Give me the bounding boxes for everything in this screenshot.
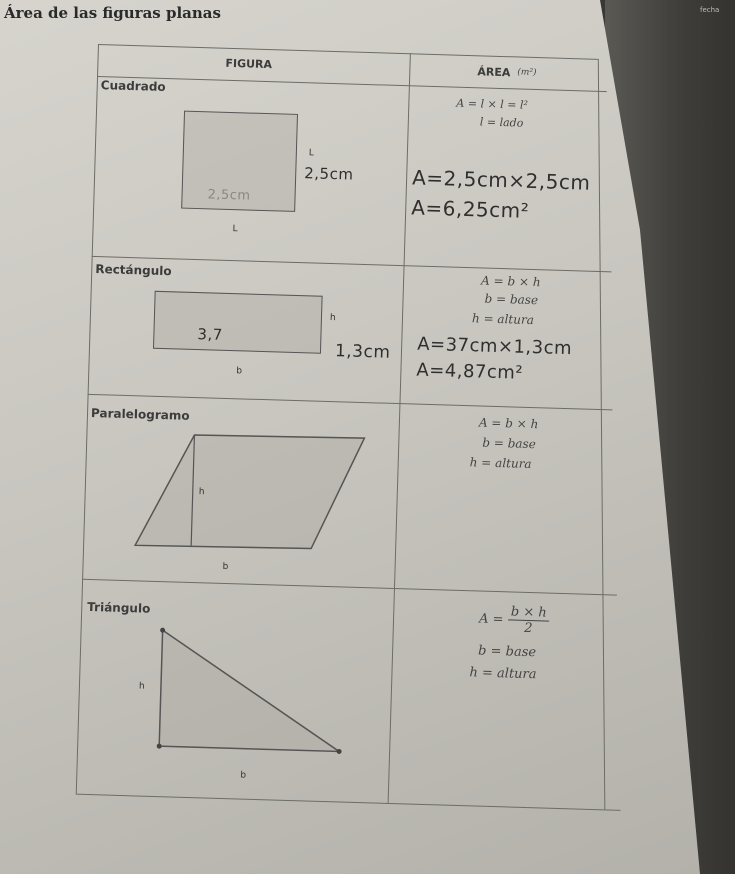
rectangle-hand-inside: 3,7 [197, 325, 224, 344]
rectangle-formula-h: h = altura [471, 311, 535, 328]
rectangle-base-label: b [236, 366, 243, 377]
table-column-divider [388, 53, 411, 803]
rectangle-formula-b: b = base [484, 291, 539, 308]
triangle-formula-numerator: b × h [508, 604, 550, 621]
square-hand-calc: A=2,5cm×2,5cm [411, 165, 591, 195]
triangle-formula-fraction [507, 604, 550, 636]
triangle-formula-prefix: A = [478, 611, 504, 628]
rectangle-figure [153, 291, 323, 354]
triangle-base-label: b [240, 770, 247, 781]
header-area: ÁREA [477, 65, 511, 80]
corner-note: fecha [700, 6, 720, 14]
table-divider-row3 [82, 579, 617, 596]
square-side-label: L [308, 148, 315, 159]
rectangle-formula-area: A = b × h [480, 273, 541, 290]
parallelogram-shape [135, 431, 364, 552]
parallelogram-formula-h: h = altura [469, 455, 532, 472]
parallelogram-name: Paralelogramo [90, 405, 190, 423]
square-bottom-label: L [232, 224, 238, 235]
square-formula-area: A = l × l = l² [456, 96, 529, 112]
parallelogram-height-label: h [198, 487, 205, 498]
triangle-formula-b: b = base [477, 643, 537, 661]
table-border-right [598, 59, 606, 810]
square-hand-result: A=6,25cm² [410, 195, 530, 223]
rectangle-name: Rectángulo [95, 262, 172, 279]
rectangle-hand-calc: A=37cm×1,3cm [416, 333, 573, 360]
square-hand-side: 2,5cm [303, 164, 354, 184]
triangle-name: Triángulo [87, 599, 151, 616]
triangle-formula-denominator: 2 [523, 620, 533, 637]
square-hand-inside: 2,5cm [207, 187, 251, 204]
header-unit: (m²) [517, 67, 537, 79]
square-formula-def: l = lado [479, 115, 524, 130]
square-name: Cuadrado [100, 78, 166, 95]
triangle-formula-h: h = altura [469, 665, 537, 683]
rectangle-hand-side: 1,3cm [334, 341, 391, 363]
triangle-height-label: h [138, 681, 145, 692]
rectangle-hand-result: A=4,87cm² [416, 359, 524, 384]
page-title: Área de las figuras planas [4, 4, 221, 22]
parallelogram-formula-area: A = b × h [478, 415, 539, 432]
header-figure: FIGURA [225, 56, 273, 72]
triangle-shape [159, 630, 342, 751]
parallelogram-base-label: b [222, 561, 229, 573]
parallelogram-formula-b: b = base [482, 435, 536, 452]
area-table [75, 44, 649, 822]
parallelogram-figure [131, 425, 375, 562]
rectangle-height-label: h [329, 313, 336, 324]
triangle-formula-area [479, 604, 550, 637]
table-divider-header [97, 76, 607, 95]
triangle-figure [155, 626, 359, 762]
